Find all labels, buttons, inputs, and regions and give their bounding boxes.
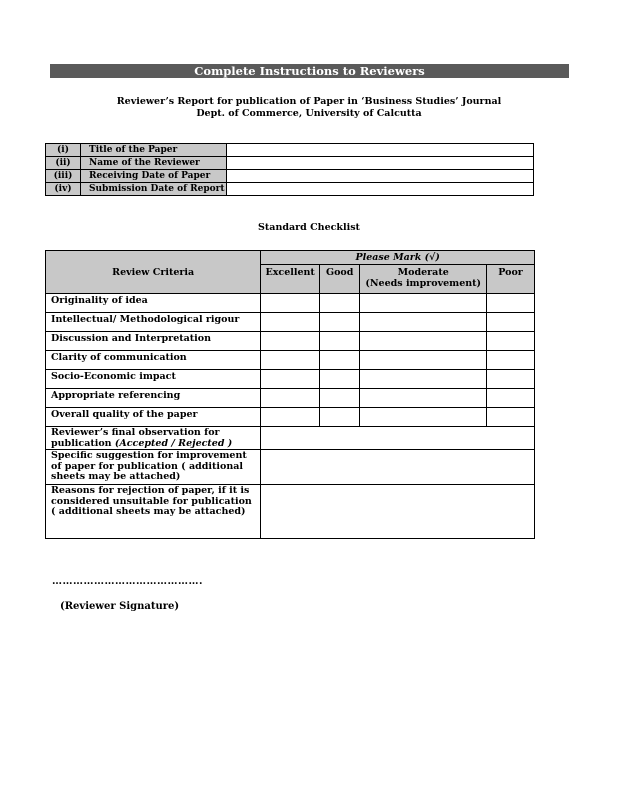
mark-cell-poor[interactable] — [487, 351, 535, 370]
info-row-number: (iv) — [46, 183, 81, 196]
mark-cell-good[interactable] — [319, 408, 359, 427]
criteria-label: Clarity of communication — [46, 351, 261, 370]
criteria-label: Discussion and Interpretation — [46, 332, 261, 351]
department-subtitle: Dept. of Commerce, University of Calcutta — [196, 108, 422, 119]
suggestion-row — [46, 450, 535, 485]
criteria-label: Socio-Economic impact — [46, 370, 261, 389]
excellent-column-header: Excellent — [261, 265, 320, 294]
mark-cell-moderate[interactable] — [360, 351, 487, 370]
good-column-header: Good — [319, 265, 359, 294]
criteria-label: Appropriate referencing — [46, 389, 261, 408]
rejection-note: ( additional sheets may be attached) — [51, 506, 246, 517]
please-mark-header: Please Mark (√) — [261, 251, 535, 265]
final-observation-note: (Accepted / Rejected ) — [114, 437, 233, 449]
standard-checklist-table — [45, 250, 535, 539]
criteria-label: Intellectual/ Methodological rigour — [46, 313, 261, 332]
mark-cell-excellent[interactable] — [261, 370, 320, 389]
mark-cell-moderate[interactable] — [360, 313, 487, 332]
review-criteria-header: Review Criteria — [46, 251, 261, 294]
signature-label: (Reviewer Signature) — [60, 601, 180, 612]
info-row — [46, 183, 534, 196]
submission-date-field[interactable] — [227, 183, 534, 196]
mark-cell-poor[interactable] — [487, 370, 535, 389]
mark-cell-good[interactable] — [319, 294, 359, 313]
checklist-title: Standard Checklist — [258, 222, 360, 233]
rejection-label — [46, 485, 261, 539]
criteria-row — [46, 408, 535, 427]
moderate-column-header — [360, 265, 487, 294]
mark-cell-good[interactable] — [319, 351, 359, 370]
signature-line: ……………………………………. — [52, 576, 203, 587]
reviewer-name-field[interactable] — [227, 157, 534, 170]
criteria-label: Overall quality of the paper — [46, 408, 261, 427]
mark-cell-moderate[interactable] — [360, 370, 487, 389]
report-subtitle: Reviewer’s Report for publication of Paper in ‘Business Studies’ Journal — [116, 96, 502, 107]
mark-cell-good[interactable] — [319, 389, 359, 408]
info-row-number: (iii) — [46, 170, 81, 183]
criteria-label: Originality of idea — [46, 294, 261, 313]
mark-cell-moderate[interactable] — [360, 332, 487, 351]
receiving-date-field[interactable] — [227, 170, 534, 183]
info-row-label: Title of the Paper — [81, 144, 227, 157]
mark-cell-moderate[interactable] — [360, 408, 487, 427]
mark-cell-excellent[interactable] — [261, 332, 320, 351]
info-row-number: (i) — [46, 144, 81, 157]
mark-cell-poor[interactable] — [487, 389, 535, 408]
rejection-row — [46, 485, 535, 539]
criteria-row — [46, 313, 535, 332]
mark-cell-poor[interactable] — [487, 294, 535, 313]
title-of-paper-field[interactable] — [227, 144, 534, 157]
final-observation-field[interactable] — [261, 427, 535, 450]
mark-cell-good[interactable] — [319, 332, 359, 351]
rejection-text: Reasons for rejection of paper, if it is considered unsuitable for publication — [51, 485, 252, 507]
criteria-row — [46, 294, 535, 313]
info-row — [46, 144, 534, 157]
moderate-label: Moderate — [397, 267, 449, 278]
info-row-label: Name of the Reviewer — [81, 157, 227, 170]
criteria-row — [46, 332, 535, 351]
criteria-row — [46, 351, 535, 370]
mark-cell-poor[interactable] — [487, 408, 535, 427]
criteria-row — [46, 370, 535, 389]
mark-cell-good[interactable] — [319, 370, 359, 389]
mark-cell-excellent[interactable] — [261, 351, 320, 370]
info-row — [46, 170, 534, 183]
mark-cell-excellent[interactable] — [261, 389, 320, 408]
mark-cell-excellent[interactable] — [261, 313, 320, 332]
info-row — [46, 157, 534, 170]
final-observation-text: Reviewer’s final observation for publication — [51, 427, 220, 449]
needs-improvement-label: (Needs improvement) — [365, 278, 482, 289]
paper-info-table — [45, 143, 534, 196]
criteria-row — [46, 389, 535, 408]
rejection-field[interactable] — [261, 485, 535, 539]
instructions-banner: Complete Instructions to Reviewers — [50, 64, 569, 78]
poor-column-header: Poor — [487, 265, 535, 294]
mark-cell-excellent[interactable] — [261, 294, 320, 313]
mark-cell-excellent[interactable] — [261, 408, 320, 427]
final-observation-row — [46, 427, 535, 450]
mark-cell-good[interactable] — [319, 313, 359, 332]
mark-cell-moderate[interactable] — [360, 294, 487, 313]
suggestion-field[interactable] — [261, 450, 535, 485]
final-observation-label — [46, 427, 261, 450]
info-row-label: Receiving Date of Paper — [81, 170, 227, 183]
mark-cell-poor[interactable] — [487, 332, 535, 351]
mark-cell-moderate[interactable] — [360, 389, 487, 408]
info-row-label: Submission Date of Report — [81, 183, 227, 196]
suggestion-label: Specific suggestion for improvement of paper for publication ( additional sheets may be attached) — [46, 450, 261, 485]
mark-cell-poor[interactable] — [487, 313, 535, 332]
info-row-number: (ii) — [46, 157, 81, 170]
